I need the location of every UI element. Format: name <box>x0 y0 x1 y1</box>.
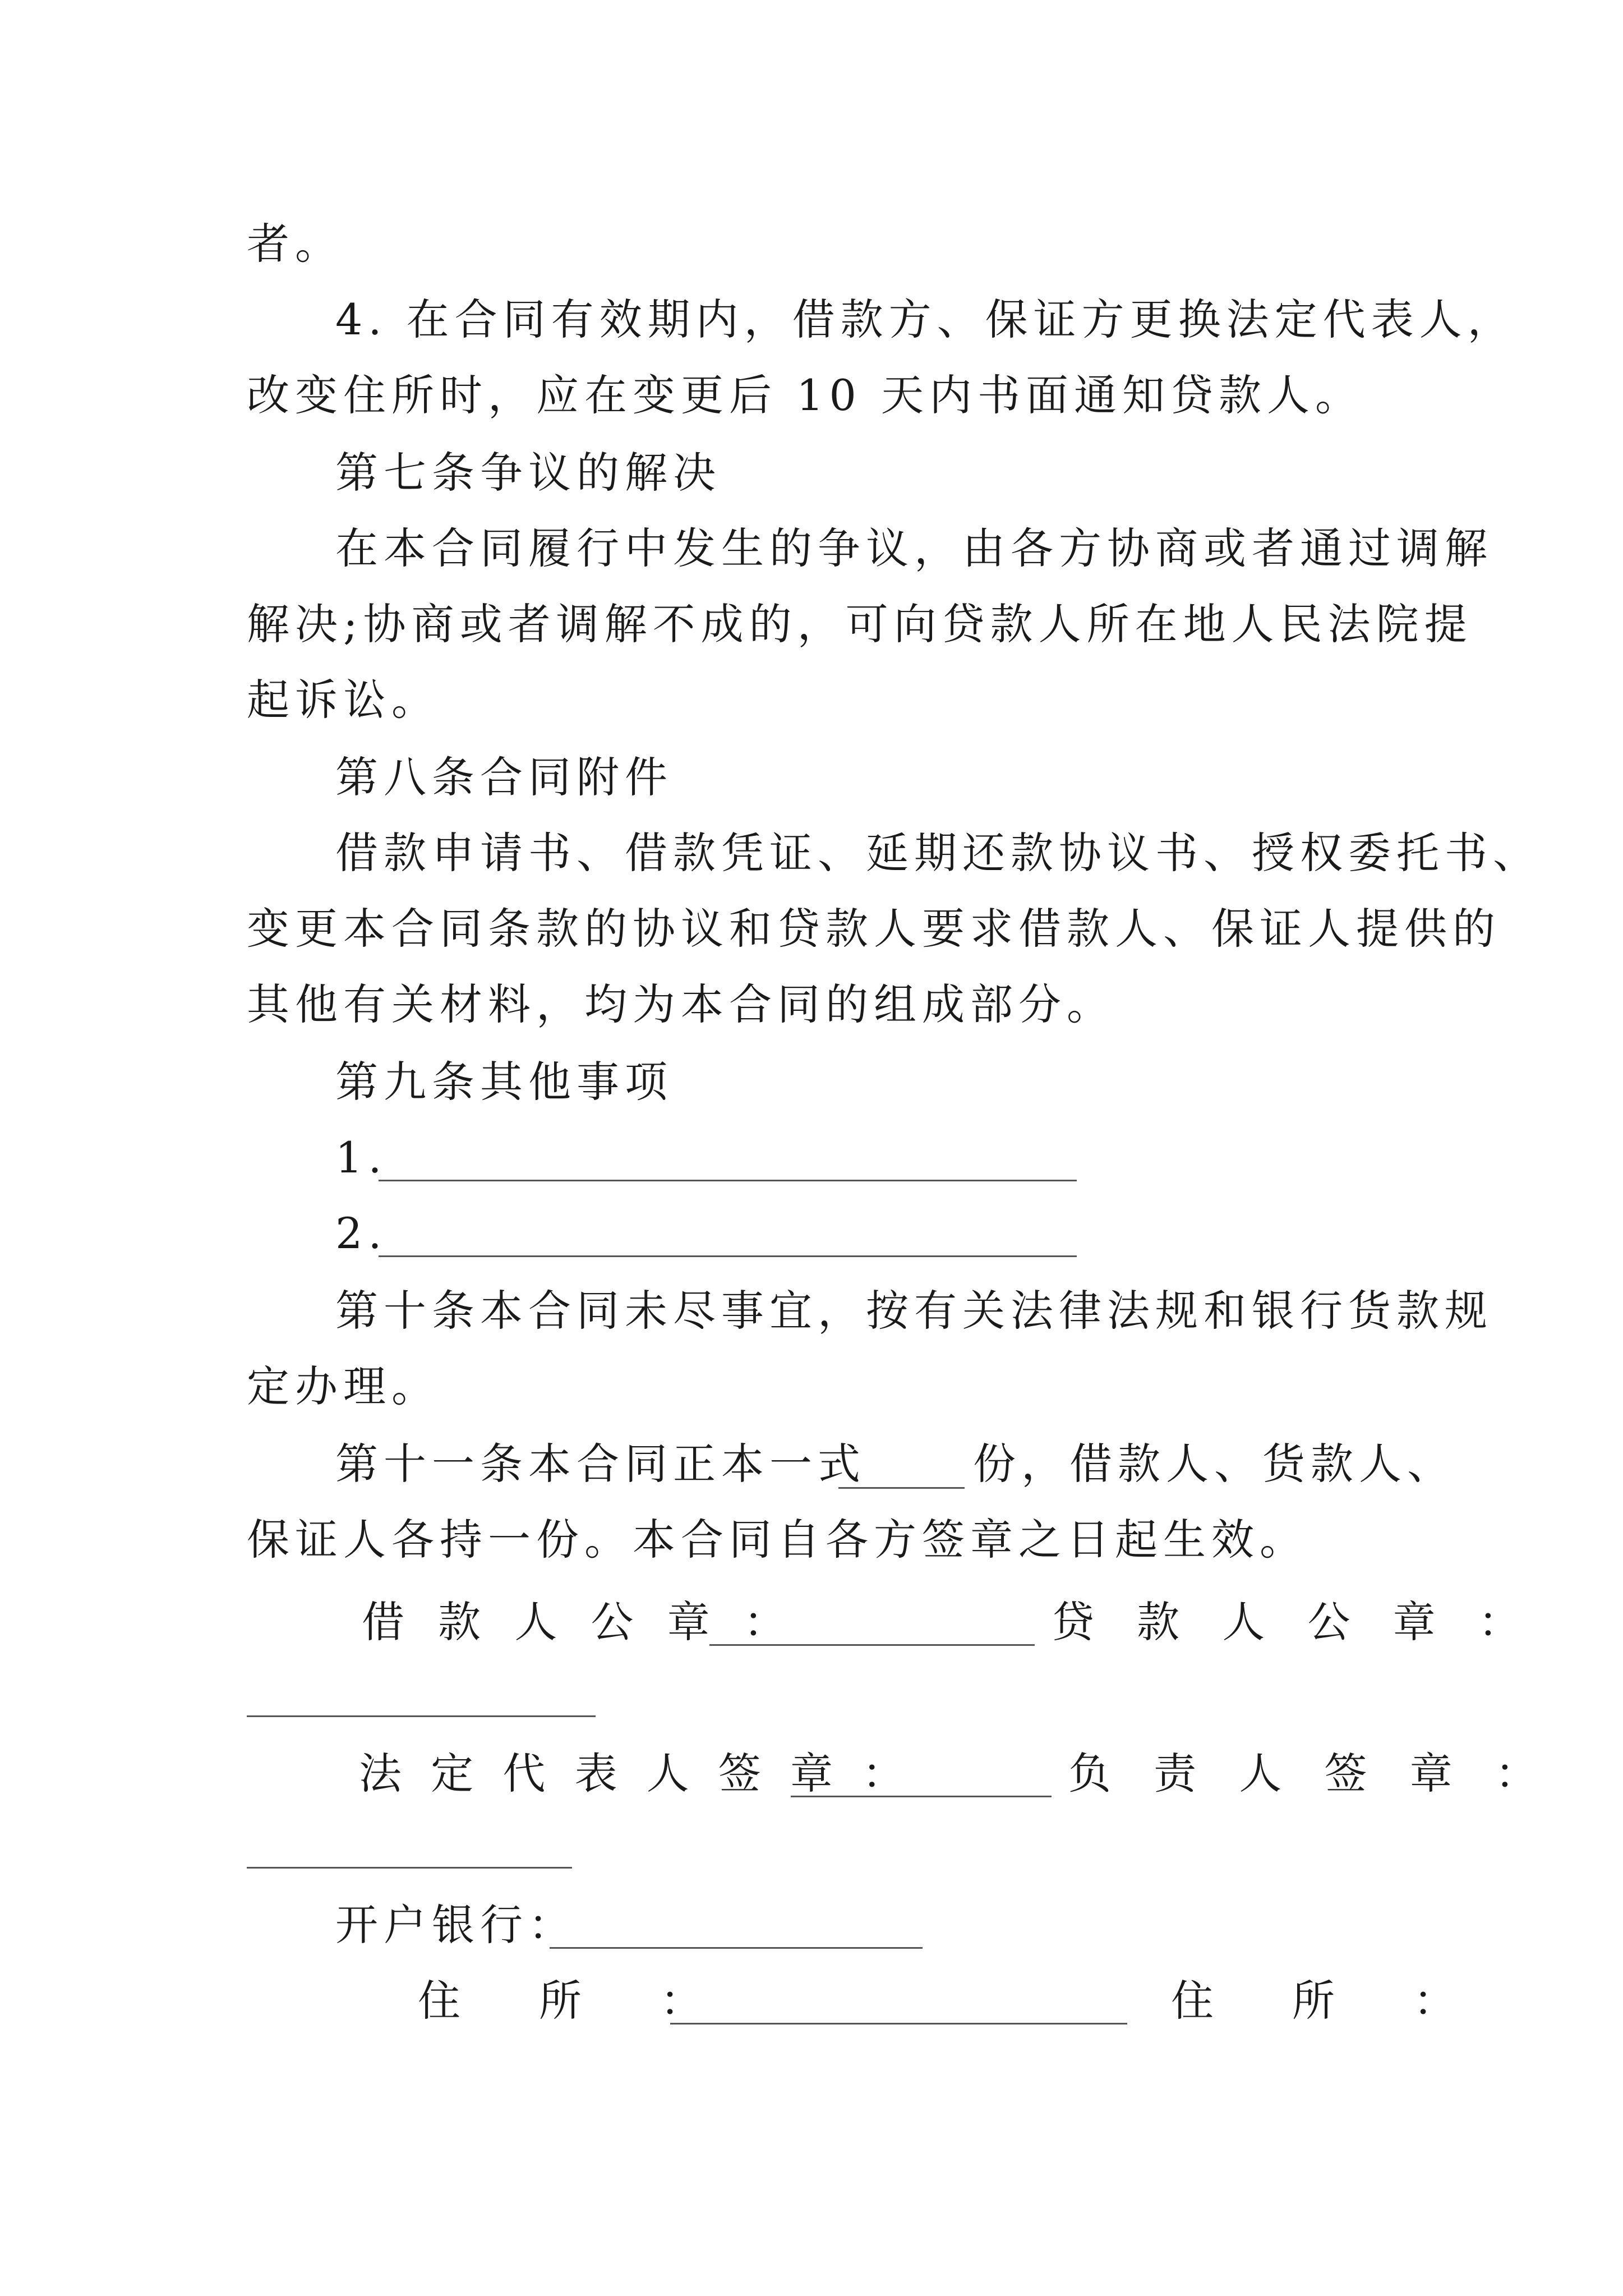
section-heading: 第九条其他事项 <box>335 1057 673 1107</box>
paragraph-line: 第十条本合同未尽事宜，按有关法律法规和银行货款规 <box>335 1286 1493 1336</box>
bank-label: 开户银行： <box>335 1900 577 1950</box>
paragraph-line: 起诉讼。 <box>247 675 440 725</box>
bank-blank <box>550 1947 923 1949</box>
lender-seal-label: 贷 款 人 公 章 ： <box>1052 1597 1536 1647</box>
paragraph-line: 借款申请书、借款凭证、延期还款协议书、授权委托书、 <box>335 828 1541 878</box>
paragraph-line: 第十一条本合同正本一式 <box>335 1439 866 1489</box>
paragraph-line: 改变住所时，应在变更后 10 天内书面通知贷款人。 <box>247 370 1364 420</box>
paragraph-line: 保证人各持一份。本合同自各方签章之日起生效。 <box>247 1515 1308 1565</box>
paragraph-line: 解决;协商或者调解不成的，可向贷款人所在地人民法院提 <box>247 599 1473 649</box>
lender-seal-blank <box>247 1715 596 1717</box>
paragraph-line: 者。 <box>247 219 343 269</box>
responsible-blank <box>247 1867 572 1869</box>
paragraph-line: 定办理。 <box>247 1361 440 1411</box>
address-right-label: 住 所 ： <box>1171 1976 1474 2026</box>
borrower-seal-blank <box>709 1644 1035 1646</box>
paragraph-line: 变更本合同条款的协议和贷款人要求借款人、保证人提供的 <box>247 904 1501 954</box>
list-item-number: 2. <box>335 1208 388 1258</box>
paragraph-line: 其他有关材料，均为本合同的组成部分。 <box>247 979 1115 1029</box>
paragraph-line: 4. 在合同有效期内，借款方、保证方更换法定代表人， <box>335 295 1516 344</box>
responsible-label: 负 责 人 签 章 ： <box>1068 1749 1552 1798</box>
address-left-blank <box>670 2023 1127 2024</box>
paragraph-line: 在本合同履行中发生的争议，由各方协商或者通过调解 <box>335 523 1493 573</box>
section-heading: 第八条合同附件 <box>335 752 673 802</box>
address-left-label: 住 所 ： <box>418 1976 721 2026</box>
fill-in-blank-2 <box>379 1255 1077 1257</box>
fill-in-blank-1 <box>379 1180 1077 1181</box>
copies-blank <box>838 1487 965 1489</box>
borrower-seal-label: 借 款 人 公 章 ： <box>362 1597 796 1647</box>
list-item-number: 1. <box>335 1133 388 1182</box>
legal-rep-blank <box>791 1796 1052 1797</box>
legal-rep-label: 法 定 代 表 人 签 章 ： <box>359 1749 913 1798</box>
section-heading: 第七条争议的解决 <box>335 448 721 498</box>
paragraph-line: 份，借款人、货款人、 <box>973 1439 1455 1489</box>
